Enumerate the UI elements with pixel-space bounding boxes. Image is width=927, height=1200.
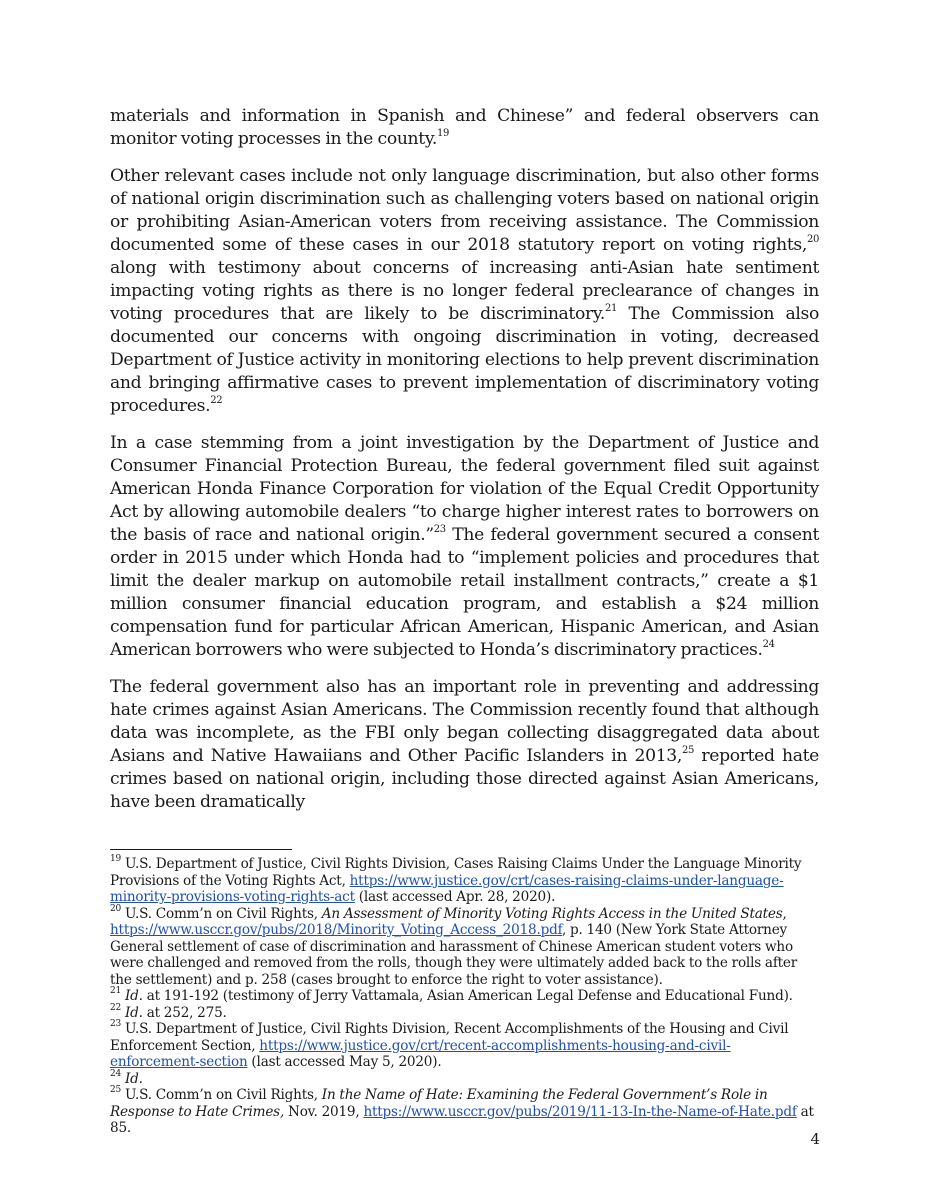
footnote-ref: 23 (433, 524, 446, 536)
footnote-19 (110, 856, 819, 906)
text-run: Other relevant cases include not only language discrimination, but also other forms of national origin discrimination such as challenging voters based on national origin or prohibiting Asian-American voters from receiving assistance. The Commission documented some of these cases in our 2018 statutory report on voting rights, (110, 166, 819, 255)
text-run: at 191-192 (testimony of Jerry Vattamala, Asian American Legal Defense and Educational Fund). (142, 988, 793, 1004)
paragraph (110, 165, 819, 418)
text-run: , p. 140 (New York State Attorney General settlement of case of discrimination and harassment of Chinese American student voters who were challenged and removed from the rolls, though they were ultimately added back to the rolls after the settlement) and p. 258 (cases brought to enforce the right to voter assistance). (110, 922, 798, 988)
footnote-ref: 19 (437, 128, 450, 140)
italic-title: Id. (124, 1070, 143, 1087)
footnote-ref: 21 (605, 303, 618, 315)
footnote-ref: 20 (110, 903, 122, 914)
footnote-ref: 22 (110, 1002, 122, 1013)
text-run: U.S. Department of Justice, Civil Rights Division, Cases Raising Claims Under the Language Minority Provisions of the Voting Rights Act, (110, 856, 802, 889)
footnote-23 (110, 1021, 819, 1071)
footnote-22 (110, 1002, 819, 1022)
text-run: (last accessed May 5, 2020). (247, 1054, 442, 1070)
footnote-ref: 24 (762, 639, 775, 651)
text-run: materials and information in Spanish and Chinese” and federal observers can monitor voting processes in the county. (110, 106, 819, 149)
text-run: Nov. 2019, (284, 1103, 364, 1120)
text-run: along with testimony about concerns of increasing anti-Asian hate sentiment impacting voting rights as there is no longer federal preclearance of changes in voting procedures that are likely to be discriminatory. (110, 258, 819, 324)
text-run: U.S. Comm’n on Civil Rights, (121, 1087, 322, 1103)
footnote-ref: 24 (110, 1068, 122, 1079)
footnote-24 (110, 1068, 819, 1088)
footnote-ref: 21 (110, 986, 122, 997)
footnote-20 (110, 903, 819, 989)
text-run: U.S. Comm’n on Civil Rights, (121, 905, 322, 922)
footnote-ref: 25 (110, 1085, 122, 1096)
footnotes (110, 856, 819, 1137)
italic-title: In the Name of Hate: Examining the Federal Government’s Role in Response to Hate Crimes, (110, 1087, 768, 1120)
text-run: The Commission also documented our concerns with ongoing discrimination in voting, decreased Department of Justice activity in monitoring elections to help prevent discrimination and bringing affirmative cases to prevent implementation of discriminatory voting procedures. (110, 304, 819, 416)
footnote-ref: 19 (110, 854, 122, 865)
footnote-ref: 25 (681, 745, 695, 757)
italic-title: Id. (124, 988, 143, 1004)
text-run: , (782, 905, 787, 922)
body-text (110, 105, 819, 814)
text-run: reported hate crimes based on national origin, including those directed against Asian Americans, have been dramatically (110, 746, 819, 812)
paragraph (110, 105, 819, 151)
text-run: (last accessed Apr. 28, 2020). (354, 889, 556, 905)
italic-title: Id. (124, 1004, 143, 1021)
text-run: The federal government also has an important role in preventing and addressing hate crimes against Asian Americans. The Commission recently found that although data was incomplete, as the FBI only began collecting disaggregated data about Asians and Native Hawaiians and Other Pacific Islanders in 2013, (110, 677, 819, 766)
footnote-ref: 23 (110, 1019, 122, 1030)
text-run: at 85. (110, 1103, 814, 1136)
footnote-link[interactable]: https://www.usccr.gov/pubs/2018/Minority_Voting_Access_2018.pdf (110, 922, 562, 938)
page-number: 4 (810, 1130, 820, 1148)
footnote-ref: 22 (210, 395, 223, 407)
text-run: U.S. Department of Justice, Civil Rights Division, Recent Accomplishments of the Housing and Civil Enforcement Section, (110, 1021, 789, 1054)
text-run: The federal government secured a consent order in 2015 under which Honda had to “implement policies and procedures that limit the dealer markup on automobile retail installment contracts,” create a $1 million consumer financial education program, and establish a $24 million compensation fund for particular African American, Hispanic American, and Asian American borrowers who were subjected to Honda’s discriminatory practices. (110, 525, 819, 660)
footnote-ref: 20 (806, 234, 819, 246)
italic-title: An Assessment of Minority Voting Rights Access in the United States (321, 905, 783, 922)
footnote-separator (110, 849, 292, 850)
text-run: at 252, 275. (142, 1004, 227, 1021)
footnote-25 (110, 1087, 819, 1137)
text-run: In a case stemming from a joint investigation by the Department of Justice and Consumer Financial Protection Bureau, the federal government filed suit against American Honda Finance Corporation for violation of the Equal Credit Opportunity Act by allowing automobile dealers “to charge higher interest rates to borrowers on the basis of race and national origin.” (110, 433, 819, 545)
paragraph (110, 432, 819, 662)
footnote-link[interactable]: https://www.usccr.gov/pubs/2019/11-13-In-the-Name-of-Hate.pdf (363, 1103, 797, 1120)
paragraph (110, 676, 819, 814)
footnote-21 (110, 988, 819, 1005)
footnote-link[interactable]: https://www.justice.gov/crt/recent-accomplishments-housing-and-civil-enforcement-section (110, 1037, 731, 1070)
document-page (110, 105, 819, 1137)
footnote-link[interactable]: https://www.justice.gov/crt/cases-raising-claims-under-language-minority-provisions-voting-rights-act (110, 872, 784, 905)
